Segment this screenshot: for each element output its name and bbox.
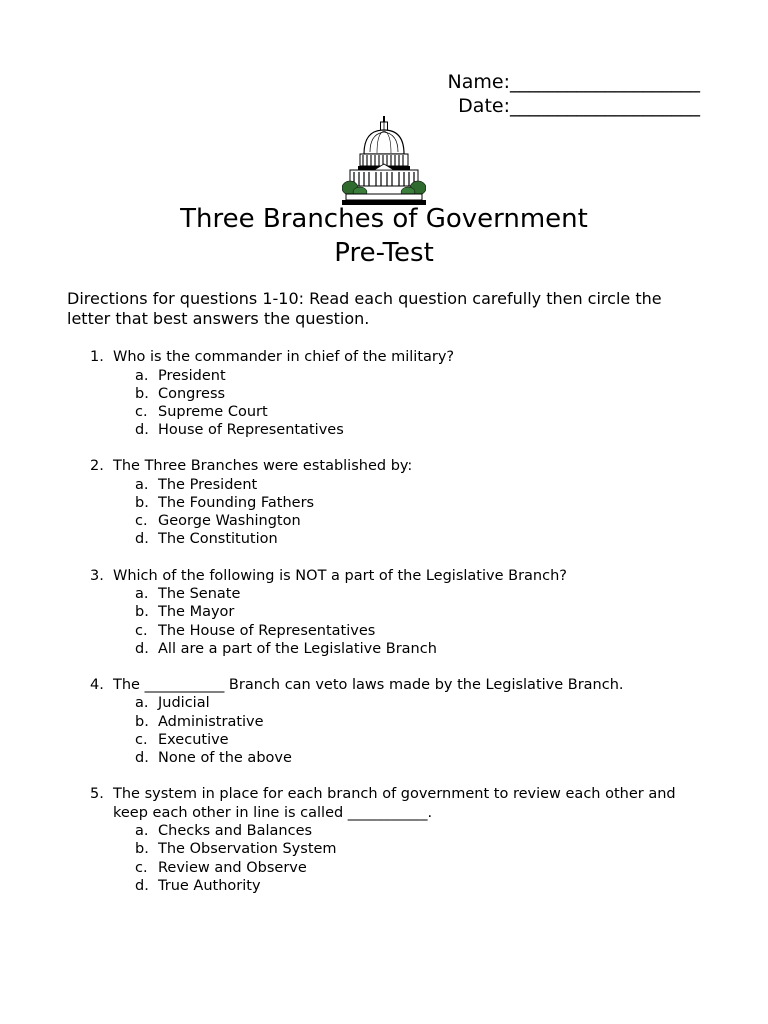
option-letter[interactable]: b. (135, 495, 149, 512)
answer-option[interactable] (0, 421, 768, 439)
option-text: The Constitution (158, 531, 278, 548)
option-text: George Washington (158, 513, 301, 530)
option-text: President (158, 367, 226, 384)
option-text: Checks and Balances (158, 823, 313, 840)
option-text: Judicial (158, 695, 210, 712)
question-3 (0, 567, 768, 658)
option-letter[interactable]: b. (135, 841, 149, 858)
name-date-block (0, 70, 700, 118)
option-letter[interactable]: a. (135, 695, 149, 712)
option-letter[interactable]: c. (135, 859, 148, 876)
option-text: Executive (158, 731, 229, 748)
answer-option[interactable] (0, 713, 768, 731)
option-text: True Authority (158, 877, 261, 894)
question-text: The Three Branches were established by: (113, 458, 413, 475)
option-letter[interactable]: c. (135, 513, 148, 530)
option-text: Administrative (158, 713, 264, 730)
question-text: Which of the following is NOT a part of the Legislative Branch? (113, 567, 567, 584)
option-text: Congress (158, 385, 226, 402)
answer-option[interactable] (0, 494, 768, 512)
directions-text: Directions for questions 1-10: Read each question carefully then circle the letter that best answers the question. (67, 289, 662, 328)
answer-option[interactable] (0, 749, 768, 767)
capitol-building-icon (342, 116, 426, 206)
option-letter[interactable]: d. (135, 750, 149, 767)
answer-option[interactable] (0, 585, 768, 603)
option-letter[interactable]: b. (135, 604, 149, 621)
question-2 (0, 457, 768, 548)
option-text: The Observation System (158, 841, 337, 858)
option-letter[interactable]: c. (135, 731, 148, 748)
option-text: The Mayor (158, 604, 235, 621)
option-letter[interactable]: c. (135, 622, 148, 639)
question-number: 3. (90, 567, 104, 584)
question-number: 4. (90, 676, 104, 693)
answer-option[interactable] (0, 859, 768, 877)
option-letter[interactable]: b. (135, 713, 149, 730)
question-1 (0, 348, 768, 439)
question-text: The system in place for each branch of government to review each other and keep each other in line is called ___________. (113, 786, 676, 821)
option-letter[interactable]: d. (135, 422, 149, 439)
answer-option[interactable] (0, 603, 768, 621)
answer-option[interactable] (0, 694, 768, 712)
option-text: Review and Observe (158, 859, 307, 876)
answer-option[interactable] (0, 731, 768, 749)
answer-option[interactable] (0, 822, 768, 840)
option-letter[interactable]: a. (135, 586, 149, 603)
question-5 (0, 785, 768, 895)
option-text: The House of Representatives (158, 622, 376, 639)
option-text: Supreme Court (158, 403, 268, 420)
option-letter[interactable]: a. (135, 367, 149, 384)
question-list (0, 348, 768, 913)
answer-option[interactable] (0, 640, 768, 658)
option-letter[interactable]: c. (135, 403, 148, 420)
option-letter[interactable]: b. (135, 385, 149, 402)
option-letter[interactable]: a. (135, 476, 149, 493)
title-line-1: Three Branches of Government (180, 204, 588, 234)
answer-option[interactable] (0, 403, 768, 421)
question-text: The ___________ Branch can veto laws made by the Legislative Branch. (113, 676, 624, 693)
answer-option[interactable] (0, 367, 768, 385)
page-title (0, 202, 768, 270)
title-line-2: Pre-Test (334, 238, 434, 268)
date-field[interactable]: Date:____________________ (458, 95, 700, 117)
option-letter[interactable]: d. (135, 640, 149, 657)
answer-option[interactable] (0, 622, 768, 640)
option-letter[interactable]: d. (135, 531, 149, 548)
answer-option[interactable] (0, 476, 768, 494)
answer-option[interactable] (0, 512, 768, 530)
question-text: Who is the commander in chief of the military? (113, 349, 455, 365)
name-field[interactable]: Name:____________________ (447, 71, 700, 93)
option-letter[interactable]: a. (135, 823, 149, 840)
answer-option[interactable] (0, 840, 768, 858)
answer-option[interactable] (0, 877, 768, 895)
option-text: None of the above (158, 750, 292, 767)
option-text: House of Representatives (158, 422, 344, 439)
question-number: 1. (90, 349, 104, 365)
option-letter[interactable]: d. (135, 877, 149, 894)
question-4 (0, 676, 768, 767)
option-text: All are a part of the Legislative Branch (158, 640, 437, 657)
option-text: The Founding Fathers (158, 495, 315, 512)
question-number: 5. (90, 786, 104, 803)
question-number: 2. (90, 458, 104, 475)
option-text: The Senate (158, 586, 241, 603)
answer-option[interactable] (0, 385, 768, 403)
answer-option[interactable] (0, 530, 768, 548)
option-text: The President (158, 476, 258, 493)
